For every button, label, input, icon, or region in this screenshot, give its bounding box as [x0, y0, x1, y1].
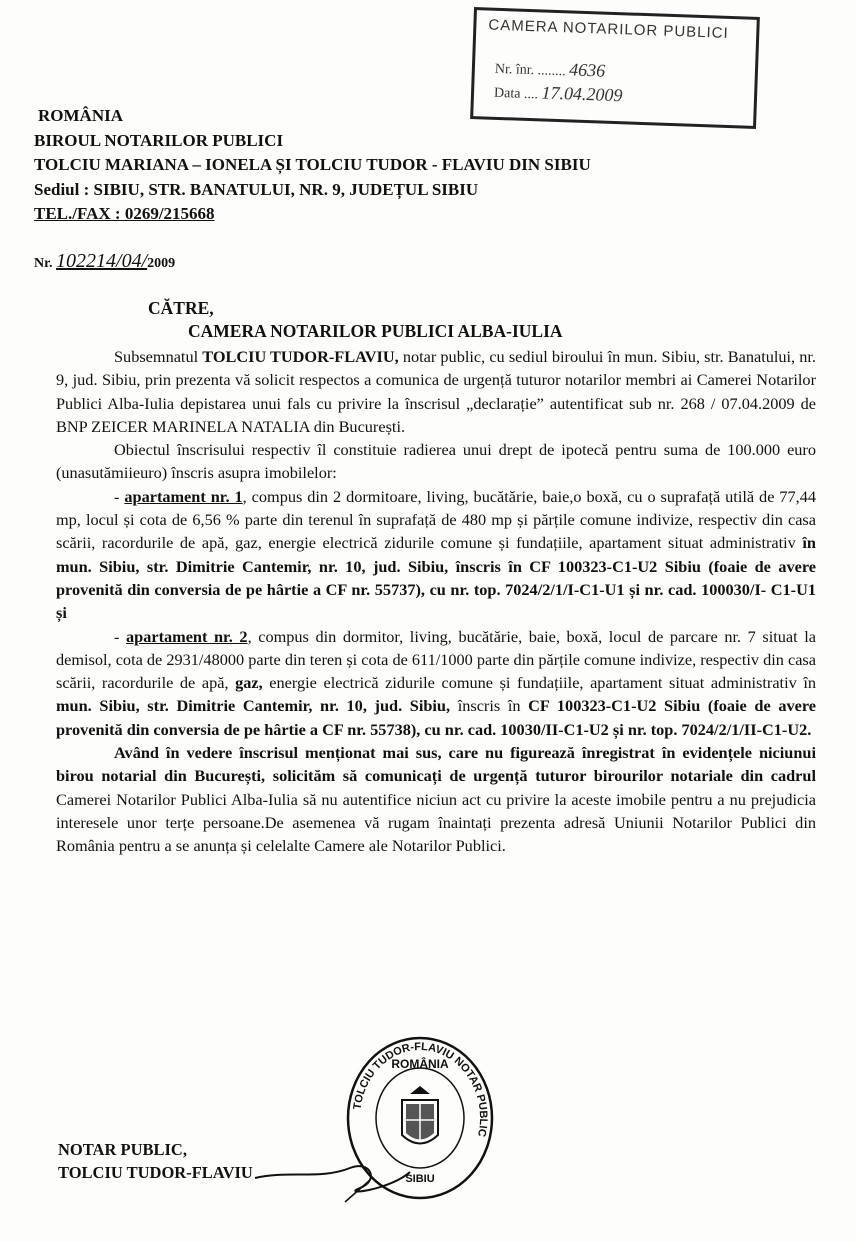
notary-name: TOLCIU TUDOR-FLAVIU,: [202, 347, 399, 366]
bnp-name: BNP ZEICER MARINELA NATALIA: [56, 416, 310, 436]
seal-top-text: ROMÂNIA: [391, 1057, 449, 1071]
paragraph-apartment-2: - apartament nr. 2, compus din dormitor, living, bucătărie, baie, boxă, locul de parcare nr. 7 situat la demisol, cota de 2931/48000 parte din teren și cota de 611/1000 parte din părțile comune indivize, respectiv din casa scării, racordurile de apă, gaz, energie electrică zidurile comune și fundațiile, apartament situat administrativ în mun. Sibiu, str. Dimitrie Cantemir, nr. 10, jud. Sibiu, înscris în CF 100323-C1-U2 Sibiu (foaie de avere provenită din conversia de pe hârtie a CF nr. 55738), cu nr. cad. 10030/II-C1-U2 și nr. top. 7024/2/1/II-C1-U2.: [56, 626, 816, 739]
header-seat: Sediul : SIBIU, STR. BANATULUI, NR. 9, JUDEȚUL SIBIU: [34, 179, 479, 199]
addressee-label: CĂTRE,: [148, 298, 214, 318]
stamp-date-row: Data .... 17.04.2009: [493, 82, 623, 106]
seal-ring-text: TOLCIU TUDOR-FLAVIU NOTAR PUBLIC: [351, 1040, 490, 1138]
stamp-date-value: 17.04.2009: [541, 82, 623, 106]
paragraph-apartment-1: - apartament nr. 1, compus din 2 dormitoare, living, bucătărie, baie,o boxă, cu o suprafață utilă de 77,44 mp, locul și cota de 6,56 % parte din terenul în suprafață de 480 mp și părțile comune indivize, respectiv din casa scării, racordurile de apă, gaz, energie electrică zidurile comune și fundațiile, apartament situat administrativ în mun. Sibiu, str. Dimitrie Cantemir, nr. 10, jud. Sibiu, înscris în CF 100323-C1-U2 Sibiu (foaie de avere provenită din conversia de pe hârtie a CF nr. 55737), cu nr. top. 7024/2/1/I-C1-U1 și nr. cad. 100030/I- C1-U1 și: [56, 486, 816, 623]
registration-number: [34, 250, 175, 273]
reg-nr-value: 1022: [56, 250, 97, 272]
apartment-1-title: apartament nr. 1: [124, 486, 243, 506]
stamp-date-label: Data: [493, 85, 521, 102]
coat-of-arms-icon: [402, 1086, 438, 1144]
letterhead: [34, 104, 794, 227]
apartment-2-address: mun. Sibiu, str. Dimitrie Cantemir, nr. 10, jud. Sibiu,: [56, 696, 451, 716]
header-notaries: TOLCIU MARIANA – IONELA ȘI TOLCIU TUDOR - FLAVIU DIN SIBIU: [34, 155, 591, 174]
signature-title: NOTAR PUBLIC,: [58, 1140, 187, 1159]
stamp-title: CAMERA NOTARILOR PUBLICI: [488, 16, 730, 42]
letter-body: [56, 345, 816, 858]
signature-block: [58, 1138, 253, 1184]
paragraph-conclusion: Având în vedere înscrisul menționat mai sus, care nu figurează înregistrat în evidențele niciunui birou notarial din București, solicităm să comunicați de urgență tuturor birourilor notariale din cadrul Camerei Notarilor Publici Alba-Iulia să nu autentifice niciun act cu privire la aceste imobile pentru a nu prejudicia interesele unor terțe persoane.De asemenea vă rugam înaintați prezenta adresă Uniunii Notarilor Publici din România pentru a se anunța și celelalte Camere ale Notarilor Publici.: [56, 743, 816, 856]
reg-year: 2009: [147, 256, 176, 271]
seal-bottom-text: SIBIU: [405, 1173, 435, 1185]
reg-date-value: 14/04/: [96, 250, 148, 272]
header-office: BIROUL NOTARILOR PUBLICI: [34, 130, 284, 150]
apartment-2-title: apartament nr. 2: [126, 626, 248, 646]
apartment-2-details: CF 100323-C1-U2 Sibiu (foaie de avere provenită din conversia de pe hârtie a CF nr. 55738), cu nr. cad. 10030/II-C1-U2 și nr. top. 7024/2/1/II-C1-U2.: [56, 696, 816, 739]
header-country: ROMÂNIA: [38, 106, 123, 125]
addressee-name: CAMERA NOTARILOR PUBLICI ALBA-IULIA: [188, 321, 563, 341]
handwritten-signature: [250, 1150, 420, 1210]
signature-name: TOLCIU TUDOR-FLAVIU: [58, 1163, 253, 1182]
apartment-1-details: în mun. Sibiu, str. Dimitrie Cantemir, nr. 10, jud. Sibiu, înscris în CF 100323-C1-U2 Sibiu (foaie de avere provenită din conversia de pe hârtie a CF nr. 55737), cu nr. top. 7024/2/1/I-C1-U1 și nr. cad. 100030/I- C1-U1 și: [56, 533, 816, 623]
stamp-number-label: Nr. înr.: [494, 61, 535, 79]
header-phone: TEL./FAX : 0269/215668: [34, 204, 215, 223]
reg-nr-label: Nr.: [34, 256, 53, 271]
stamp-number-value: 4636: [568, 59, 606, 81]
stamp-number-row: Nr. înr. ........ 4636: [494, 59, 606, 81]
paragraph-object: Obiectul înscrisului respectiv îl constituie radierea unui drept de ipotecă pentru suma de 100.000 euro (unasutămiieuro) înscris asupra imobilelor:: [56, 440, 816, 483]
paragraph-request: Subsemnatul TOLCIU TUDOR-FLAVIU, notar public, cu sediul biroului în mun. Sibiu, str. Banatului, nr. 9, jud. Sibiu, prin prezenta vă solicit respectos a comunica de urgență tuturor notarilor membri ai Camerei Notarilor Publici Alba-Iulia depistarea unui fals cu privire la înscrisul „declarație” autentificat sub nr. 268 / 07.04.2009 de BNP ZEICER MARINELA NATALIA din București.: [56, 347, 817, 436]
